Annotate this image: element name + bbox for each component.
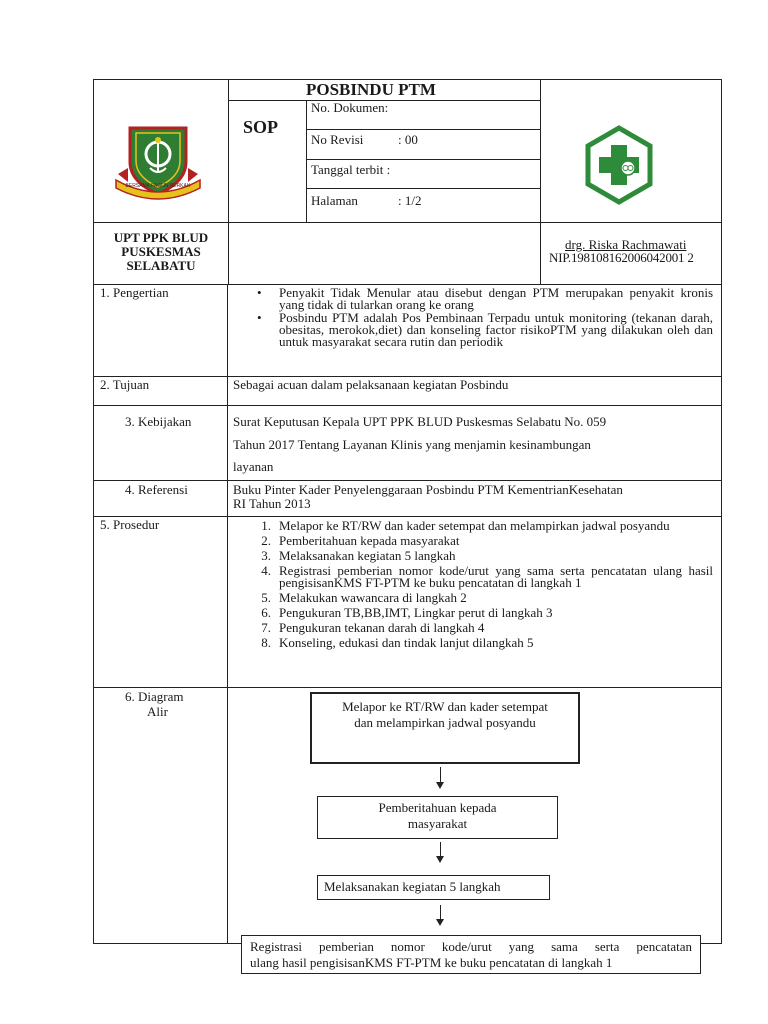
flow-step-1-line-2: dan melampirkan jadwal posyandu <box>354 715 536 730</box>
flow-step-4-line-1: Registrasi pemberian nomor kode/urut yang sama serta pencatatan <box>250 939 692 954</box>
org-line-1: UPT PPK BLUD <box>113 230 209 245</box>
list-item: 7. Pengukuran tekanan darah di langkah 4 <box>261 620 485 635</box>
kebijakan-line-3: layanan <box>233 459 274 474</box>
list-item: 2. Pemberitahuan kepada masyarakat <box>261 533 460 548</box>
flow-arrow-line <box>440 767 441 782</box>
kebijakan-line-1: Surat Keputusan Kepala UPT PPK BLUD Puskesmas Selabatu No. 059 <box>233 414 607 429</box>
organization-name <box>94 231 228 273</box>
referensi-label: 4. Referensi <box>125 482 188 497</box>
kebijakan-line-2: Tahun 2017 Tentang Layanan Klinis yang menjamin kesinambungan <box>233 437 591 452</box>
list-item: 6. Pengukuran TB,BB,IMT, Lingkar perut di langkah 3 <box>261 605 553 620</box>
list-item: 4. Registrasi pemberian nomor kode/urut yang sama serta pencatatan ulang hasil pengisisanKMS FT-PTM ke buku pencatatan di langkah 1 <box>261 563 713 590</box>
referensi-line-2: RI Tahun 2013 <box>233 496 311 511</box>
prosedur-label: 5. Prosedur <box>100 517 160 532</box>
kebijakan-label: 3. Kebijakan <box>125 414 192 429</box>
issue-date-label: Tanggal terbit : <box>311 162 391 177</box>
signer-nip: NIP.198108162006042001 2 <box>549 250 694 265</box>
org-line-2: PUSKESMAS <box>121 244 201 259</box>
flow-step-1-box <box>310 692 580 764</box>
flow-step-2-line-1: Pemberitahuan kepada <box>378 800 497 815</box>
doc-number-label: No. Dokumen: <box>311 100 389 115</box>
flow-arrow-down-icon <box>436 856 444 863</box>
regency-emblem-logo <box>114 124 202 200</box>
flow-step-4-box <box>241 935 701 974</box>
list-item: 1. Melapor ke RT/RW dan kader setempat dan melampirkan jadwal posyandu <box>261 518 670 533</box>
org-line-3: SELABATU <box>126 258 196 273</box>
diagram-label-2: Alir <box>147 704 168 719</box>
list-item: 8. Konseling, edukasi dan tindak lanjut dilangkah 5 <box>261 635 534 650</box>
page-value: : 1/2 <box>398 193 422 208</box>
flow-arrow-down-icon <box>436 782 444 789</box>
puskesmas-health-logo <box>584 125 654 205</box>
flow-step-2-box <box>317 796 558 839</box>
tujuan-text: Sebagai acuan dalam pelaksanaan kegiatan Posbindu <box>233 377 509 392</box>
flow-arrow-line <box>440 842 441 856</box>
flow-arrow-line <box>440 905 441 919</box>
pengertian-list <box>253 287 713 349</box>
list-item: • Penyakit Tidak Menular atau disebut dengan PTM merupakan penyakit kronis yang tidak di tularkan orang ke orang <box>253 287 713 311</box>
revision-value: : 00 <box>398 132 418 147</box>
emblem-ribbon-text: BERSAMA PAGUN BERKAH <box>125 183 191 189</box>
prosedur-list <box>251 520 713 652</box>
revision-label: No Revisi <box>311 132 364 147</box>
doc-title: POSBINDU PTM <box>306 80 436 99</box>
list-item: • Posbindu PTM adalah Pos Pembinaan Terpadu untuk monitoring (tekanan darah, obesitas, merokok,diet) dan konseling factor risikoPTM yang dilakukan oleh dan untuk masyarakat secara rutin dan periodik <box>253 312 713 348</box>
flow-step-3-box <box>317 875 550 900</box>
flow-step-2-line-2: masyarakat <box>407 816 468 831</box>
signer-name: drg. Riska Rachmawati <box>565 237 687 252</box>
flow-arrow-down-icon <box>436 919 444 926</box>
sop-label: SOP <box>243 117 279 137</box>
flow-step-4-line-2: ulang hasil pengisisanKMS FT-PTM ke buku pencatatan di langkah 1 <box>250 955 613 970</box>
page-label: Halaman <box>311 193 358 208</box>
list-item: 3. Melaksanakan kegiatan 5 langkah <box>261 548 456 563</box>
diagram-label: 6. Diagram <box>125 689 184 704</box>
flow-step-3-text: Melaksanakan kegiatan 5 langkah <box>324 879 501 894</box>
pengertian-label: 1. Pengertian <box>100 285 169 300</box>
flow-step-1-line-1: Melapor ke RT/RW dan kader setempat <box>342 699 548 714</box>
tujuan-label: 2. Tujuan <box>100 377 150 392</box>
list-item: 5. Melakukan wawancara di langkah 2 <box>261 590 467 605</box>
referensi-line-1: Buku Pinter Kader Penyelenggaraan Posbindu PTM KementrianKesehatan <box>233 482 623 497</box>
